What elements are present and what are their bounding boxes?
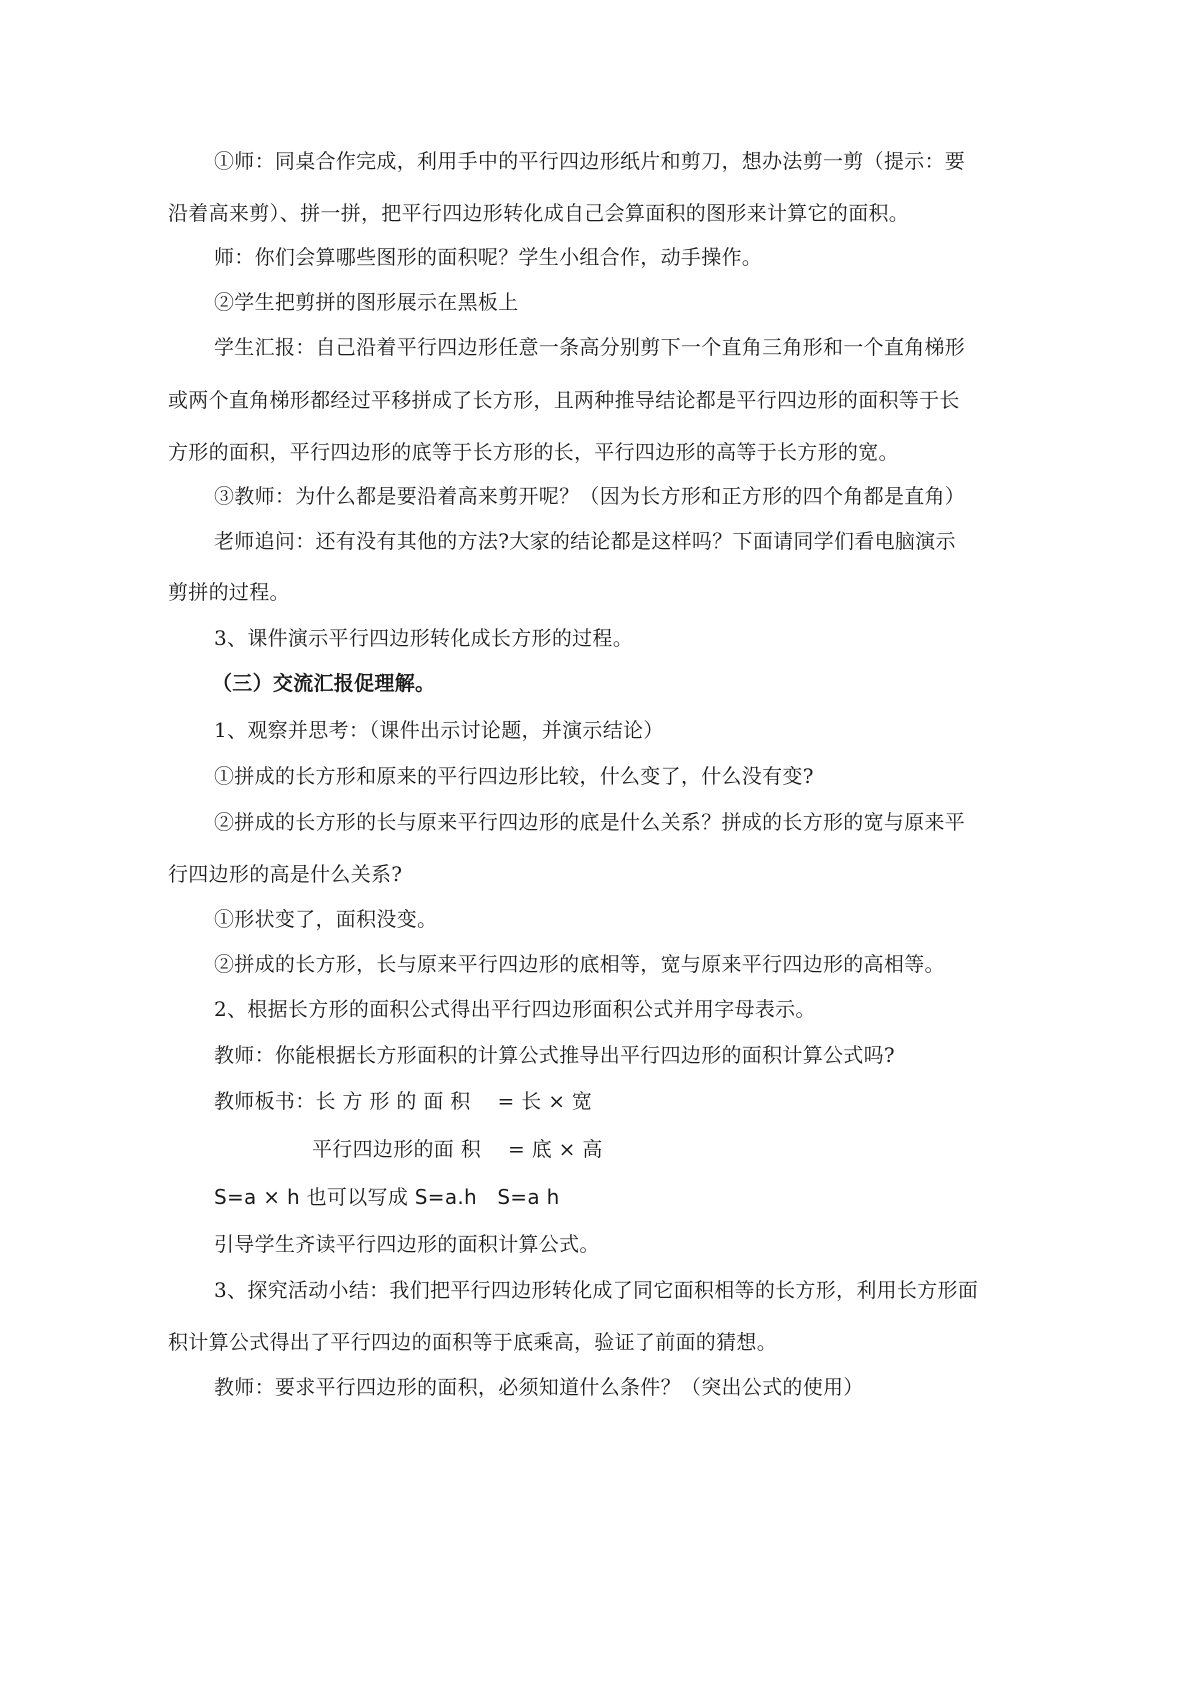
paragraph-line: 师：你们会算哪些图形的面积呢？学生小组合作，动手操作。 <box>214 245 763 269</box>
paragraph-line: 引导学生齐读平行四边形的面积计算公式。 <box>214 1232 600 1256</box>
paragraph-line: 积计算公式得出了平行四边的面积等于底乘高，验证了前面的猜想。 <box>168 1330 777 1354</box>
paragraph-line: 3、课件演示平行四边形转化成长方形的过程。 <box>214 626 634 650</box>
formula-line: S=a × h 也可以写成 S=a.h S=a h <box>214 1185 560 1209</box>
paragraph-line: 教师：你能根据长方形面积的计算公式推导出平行四边形的面积计算公式吗? <box>214 1043 895 1067</box>
paragraph-line: 沿着高来剪）、拼一拼，把平行四边形转化成自己会算面积的图形来计算它的面积。 <box>168 201 910 225</box>
paragraph-line: ①拼成的长方形和原来的平行四边形比较，什么变了，什么没有变? <box>214 764 814 788</box>
paragraph-line: 行四边形的高是什么关系? <box>168 862 403 886</box>
paragraph-line: 老师追问：还有没有其他的方法?大家的结论都是这样吗？下面请同学们看电脑演示 <box>214 529 956 553</box>
paragraph-line: ①形状变了，面积没变。 <box>214 907 438 931</box>
paragraph-line: ③教师：为什么都是要沿着高来剪开呢？（因为长方形和正方形的四个角都是直角） <box>214 484 966 508</box>
paragraph-line: 剪拼的过程。 <box>168 580 290 604</box>
paragraph-line: ②拼成的长方形的长与原来平行四边形的底是什么关系？拼成的长方形的宽与原来平 <box>214 810 966 834</box>
section-heading: （三）交流汇报促理解。 <box>212 671 436 695</box>
paragraph-line: 3、探究活动小结：我们把平行四边形转化成了同它面积相等的长方形，利用长方形面 <box>214 1278 979 1302</box>
paragraph-line: 方形的面积，平行四边形的底等于长方形的长，平行四边形的高等于长方形的宽。 <box>168 440 899 464</box>
paragraph-line: 学生汇报：自己沿着平行四边形任意一条高分别剪下一个直角三角形和一个直角梯形 <box>214 335 966 359</box>
paragraph-line: ②学生把剪拼的图形展示在黑板上 <box>214 290 519 314</box>
paragraph-line: 教师：要求平行四边形的面积，必须知道什么条件？（突出公式的使用） <box>214 1375 864 1399</box>
formula-line: 平行四边形的面 积 = 底 × 高 <box>312 1137 603 1161</box>
formula-line: 教师板书：长 方 形 的 面 积 = 长 × 宽 <box>214 1089 593 1113</box>
paragraph-line: 或两个直角梯形都经过平移拼成了长方形，且两种推导结论都是平行四边形的面积等于长 <box>168 388 960 412</box>
paragraph-line: 1、观察并思考：（课件出示讨论题，并演示结论） <box>214 718 664 742</box>
paragraph-line: 2、根据长方形的面积公式得出平行四边形面积公式并用字母表示。 <box>214 997 816 1021</box>
paragraph-line: ②拼成的长方形，长与原来平行四边形的底相等，宽与原来平行四边形的高相等。 <box>214 952 945 976</box>
paragraph-line: ①师：同桌合作完成，利用手中的平行四边形纸片和剪刀，想办法剪一剪（提示：要 <box>214 149 966 173</box>
